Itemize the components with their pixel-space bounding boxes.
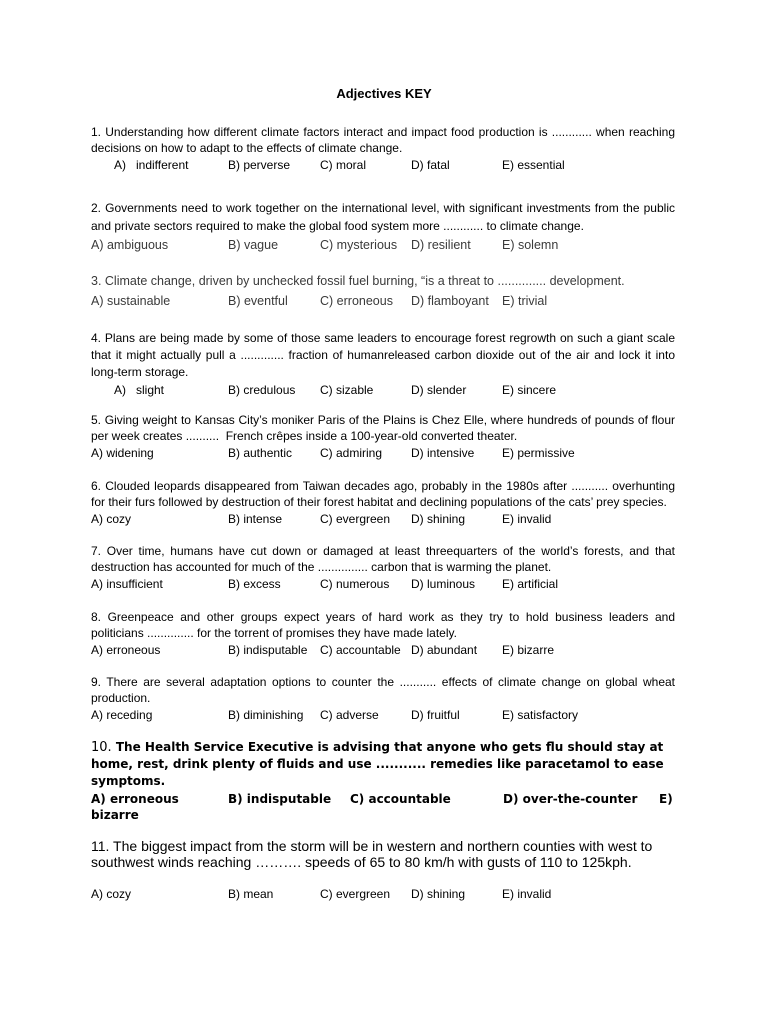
question-text: 11. The biggest impact from the storm will be in western and northern counties with west to southwest winds reaching ………. speeds of 65 to 80 km/h with gusts of 110 to 125kph. [91, 838, 653, 870]
option-c: C) sizable [320, 383, 374, 397]
option-b: B) diminishing [228, 708, 304, 722]
option-d: D) slender [411, 383, 467, 397]
question-4 [91, 330, 675, 399]
question-text: 7. Over time, humans have cut down or damaged at least threequarters of the world’s forests, and that destruction has accounted for much of the ............... carbon that is warming the planet. [91, 544, 675, 574]
option-c: C) admiring [320, 446, 383, 460]
question-text: 8. Greenpeace and other groups expect years of hard work as they try to hold business leaders and politicians .............. for the torrent of promises they have made lately. [91, 610, 675, 640]
option-a: A) erroneous [91, 643, 161, 657]
question-1 [91, 124, 675, 174]
option-a: A) insufficient [91, 577, 163, 591]
question-text: 6. Clouded leopards disappeared from Taiwan decades ago, probably in the 1980s after ........... overhunting for their furs followed by destruction of their forest habitat and declining populations of the cats’ prey species. [91, 479, 675, 509]
options-row [91, 642, 675, 659]
option-d: D) resilient [411, 238, 471, 252]
option-d: D) shining [411, 887, 466, 901]
option-b: B) credulous [228, 383, 296, 397]
option-a: A) receding [91, 708, 153, 722]
option-a: A) sustainable [91, 294, 171, 308]
option-b: B) authentic [228, 446, 293, 460]
option-e: E) bizarre [502, 643, 555, 657]
question-8 [91, 609, 675, 659]
option-b: B) indisputable [228, 792, 332, 806]
option-b: B) mean [228, 887, 274, 901]
option-a: A) cozy [91, 512, 132, 526]
option-c: C) mysterious [320, 238, 398, 252]
question-5 [91, 412, 675, 462]
question-3 [91, 272, 675, 311]
question-text: 3. Climate change, driven by unchecked fossil fuel burning, “is a threat to .............. development. [91, 274, 625, 288]
option-e: E) trivial [502, 294, 548, 308]
page-title: Adjectives KEY [336, 86, 432, 101]
options-row [91, 707, 675, 724]
question-11 [91, 838, 675, 870]
options-row [91, 511, 675, 528]
option-e: E) invalid [502, 887, 552, 901]
option-c: C) accountable [320, 643, 401, 657]
option-b: B) excess [228, 577, 281, 591]
options-row [91, 791, 675, 823]
question-text: 2. Governments need to work together on the international level, with significant investments from the public and private sectors required to make the global food system more ............ to climate change. [91, 201, 675, 233]
option-c: C) moral [320, 158, 367, 172]
question-text [91, 739, 675, 790]
question-2 [91, 199, 675, 254]
options-row [91, 576, 675, 593]
option-e: E) artificial [502, 577, 559, 591]
question-9 [91, 674, 675, 724]
option-b: B) intense [228, 512, 283, 526]
options-row-11 [91, 886, 675, 903]
option-e: E) sincere [502, 383, 557, 397]
question-body: The Health Service Executive is advising that anyone who gets flu should stay at home, rest, drink plenty of fluids and use ........... remedies like paracetamol to ease symptoms. [91, 740, 664, 788]
question-6 [91, 478, 675, 528]
option-d: D) shining [411, 512, 466, 526]
option-d: D) intensive [411, 446, 475, 460]
question-text: 1. Understanding how different climate factors interact and impact food production is ............ when reaching decisions on how to adapt to the effects of climate change. [91, 125, 675, 155]
question-7 [91, 543, 675, 593]
option-c: C) numerous [320, 577, 390, 591]
option-d: D) fruitful [411, 708, 460, 722]
options-row [91, 237, 675, 254]
option-b: B) vague [228, 238, 279, 252]
option-d: D) over-the-counter [503, 792, 638, 806]
question-text: 9. There are several adaptation options to counter the ........... effects of climate change on global wheat production. [91, 675, 675, 705]
option-c: C) erroneous [320, 294, 393, 308]
option-d: D) flamboyant [411, 294, 489, 308]
option-c: C) evergreen [320, 887, 391, 901]
question-10 [91, 739, 675, 823]
option-a: A) cozy [91, 887, 132, 901]
options-row [91, 445, 675, 462]
option-e: E) satisfactory [502, 708, 579, 722]
option-e: E) solemn [502, 238, 559, 252]
option-b: B) perverse [228, 158, 291, 172]
option-a: A) erroneous [91, 792, 179, 806]
options-row [91, 292, 675, 311]
options-row [91, 157, 675, 174]
option-e: E) bizarre [91, 792, 673, 822]
option-d: D) fatal [411, 158, 450, 172]
option-a: A) indifferent [114, 158, 189, 172]
option-c: C) adverse [320, 708, 379, 722]
option-e: E) essential [502, 158, 565, 172]
option-c: C) accountable [350, 792, 451, 806]
option-d: D) luminous [411, 577, 476, 591]
question-number: 10. [91, 740, 112, 755]
option-a: A) slight [114, 383, 165, 397]
option-b: B) indisputable [228, 643, 308, 657]
option-e: E) permissive [502, 446, 575, 460]
option-a: A) ambiguous [91, 238, 169, 252]
question-text: 5. Giving weight to Kansas City’s moniker Paris of the Plains is Chez Elle, where hundreds of pounds of flour per week creates .......... French crêpes inside a 100-year-old converted theater. [91, 413, 675, 443]
option-a: A) widening [91, 446, 154, 460]
option-d: D) abundant [411, 643, 478, 657]
option-b: B) eventful [228, 294, 288, 308]
option-e: E) invalid [502, 512, 552, 526]
question-text: 4. Plans are being made by some of those same leaders to encourage forest regrowth on such a giant scale that it might actually pull a ............. fraction of humanreleased carbon dioxide out of the air and lock it into long-term storage. [91, 331, 675, 379]
options-row [91, 382, 675, 399]
option-c: C) evergreen [320, 512, 391, 526]
